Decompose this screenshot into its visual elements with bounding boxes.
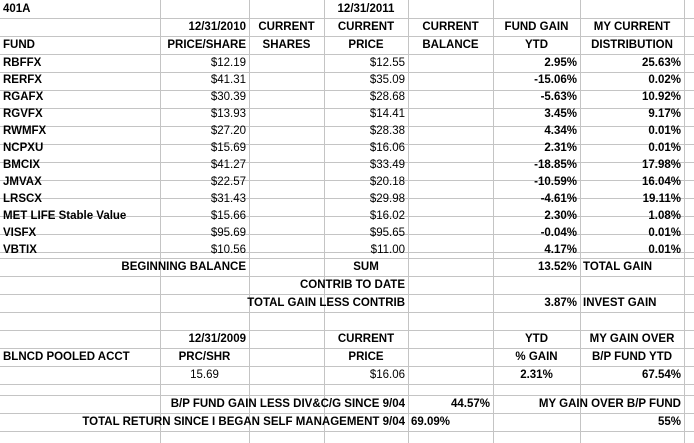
price-2011-cell[interactable]: $95.65: [369, 227, 405, 239]
fund-gain-cell[interactable]: 3.45%: [544, 108, 577, 120]
price-2010-cell[interactable]: $15.69: [210, 142, 246, 154]
fund-gain-cell[interactable]: 2.31%: [544, 142, 577, 154]
header-ytd[interactable]: YTD: [525, 39, 548, 51]
fund-name-cell[interactable]: VBTIX: [3, 244, 37, 256]
grid-vline: [684, 0, 685, 443]
grid-vline: [408, 0, 409, 443]
bp-fund-gain-value[interactable]: 44.57%: [450, 398, 490, 410]
price-2011-cell[interactable]: $16.06: [369, 142, 405, 154]
sum-pct[interactable]: 13.52%: [537, 261, 577, 273]
price-2010-cell[interactable]: $31.43: [210, 193, 246, 205]
fund-name-cell[interactable]: RWMFX: [3, 125, 47, 137]
invest-gain-label[interactable]: INVEST GAIN: [583, 297, 657, 309]
price-2010-cell[interactable]: $22.57: [210, 176, 246, 188]
fund-name-cell[interactable]: RERFX: [3, 74, 42, 86]
header-price-share[interactable]: PRICE/SHARE: [167, 39, 246, 51]
price-2011-cell[interactable]: $11.00: [370, 244, 405, 256]
price-2011-cell[interactable]: $29.98: [369, 193, 405, 205]
header-current-balance[interactable]: CURRENT: [422, 21, 479, 33]
fund-name-cell[interactable]: BMCIX: [3, 159, 41, 171]
contrib-to-date-label[interactable]: CONTRIB TO DATE: [300, 279, 405, 291]
total-gain-label[interactable]: TOTAL GAIN: [583, 261, 652, 273]
distribution-cell[interactable]: 16.04%: [641, 176, 681, 188]
grid-vline: [249, 0, 250, 443]
fund-name-cell[interactable]: RBFFX: [3, 57, 42, 69]
grid-hline: [0, 431, 694, 432]
grid-hline: [0, 384, 694, 385]
fund-name-cell[interactable]: LRSCX: [3, 193, 42, 205]
pooled-current-header[interactable]: CURRENT: [337, 333, 395, 345]
price-2011-cell[interactable]: $35.09: [369, 74, 405, 86]
pooled-val-2009[interactable]: 15.69: [190, 369, 219, 381]
distribution-cell[interactable]: 1.08%: [648, 210, 681, 222]
distribution-cell[interactable]: 0.02%: [648, 74, 681, 86]
fund-name-cell[interactable]: RGVFX: [3, 108, 43, 120]
header-price[interactable]: PRICE: [348, 39, 384, 51]
distribution-cell[interactable]: 0.01%: [648, 142, 681, 154]
total-return-value[interactable]: 69.09%: [411, 416, 451, 428]
pooled-bp-fund-ytd-header[interactable]: B/P FUND YTD: [591, 351, 673, 363]
fund-name-cell[interactable]: NCPXU: [3, 142, 44, 154]
pooled-val-current[interactable]: $16.06: [369, 369, 405, 381]
fund-gain-cell[interactable]: 2.95%: [544, 57, 577, 69]
distribution-cell[interactable]: 9.17%: [648, 108, 681, 120]
fund-gain-cell[interactable]: -15.06%: [534, 74, 577, 86]
my-gain-over-bp-label[interactable]: MY GAIN OVER B/P FUND: [538, 398, 681, 410]
pooled-my-gain-over-header[interactable]: MY GAIN OVER: [589, 333, 675, 345]
fund-gain-cell[interactable]: 2.30%: [544, 210, 577, 222]
header-balance[interactable]: BALANCE: [422, 39, 479, 51]
pooled-val-ytd[interactable]: 2.31%: [520, 369, 553, 381]
price-2011-cell[interactable]: $28.68: [369, 91, 405, 103]
price-2011-cell[interactable]: $16.02: [369, 210, 405, 222]
price-2010-cell[interactable]: $41.27: [210, 159, 246, 171]
price-2011-cell[interactable]: $33.49: [369, 159, 405, 171]
pooled-price-header[interactable]: PRICE: [348, 351, 384, 363]
bp-fund-gain-label[interactable]: B/P FUND GAIN LESS DIV&C/G SINCE 9/04: [170, 398, 405, 410]
price-2010-cell[interactable]: $10.56: [210, 244, 246, 256]
header-distribution[interactable]: DISTRIBUTION: [591, 39, 673, 51]
distribution-cell[interactable]: 25.63%: [641, 57, 681, 69]
fund-gain-cell[interactable]: 4.34%: [544, 125, 577, 137]
fund-gain-cell[interactable]: -4.61%: [540, 193, 577, 205]
fund-gain-cell[interactable]: -10.59%: [534, 176, 577, 188]
price-2011-cell[interactable]: $20.18: [369, 176, 405, 188]
total-gain-less-contrib-label[interactable]: TOTAL GAIN LESS CONTRIB: [247, 297, 405, 309]
pooled-prc-shr-header[interactable]: PRC/SHR: [178, 351, 231, 363]
distribution-cell[interactable]: 19.11%: [642, 193, 681, 205]
fund-name-cell[interactable]: JMVAX: [3, 176, 42, 188]
header-current-price[interactable]: CURRENT: [337, 21, 395, 33]
price-2011-cell[interactable]: $12.55: [369, 57, 405, 69]
fund-name-cell[interactable]: VISFX: [3, 227, 37, 239]
fund-gain-cell[interactable]: 4.17%: [544, 244, 577, 256]
distribution-cell[interactable]: 0.01%: [648, 244, 681, 256]
pooled-ytd-header[interactable]: YTD: [525, 333, 548, 345]
header-my-current[interactable]: MY CURRENT: [593, 21, 671, 33]
pooled-val-over[interactable]: 67.54%: [641, 369, 681, 381]
price-2010-cell[interactable]: $12.19: [210, 57, 246, 69]
sheet-title[interactable]: 401A: [3, 3, 31, 15]
beginning-balance-label[interactable]: BEGINNING BALANCE: [121, 261, 246, 273]
distribution-cell[interactable]: 17.98%: [641, 159, 681, 171]
grid-hline: [0, 312, 694, 313]
price-2011-cell[interactable]: $28.38: [369, 125, 405, 137]
fund-name-cell[interactable]: MET LIFE Stable Value: [3, 210, 127, 222]
header-fund-gain[interactable]: FUND GAIN: [504, 21, 569, 33]
price-2011-cell[interactable]: $14.41: [369, 108, 405, 120]
price-2010-cell[interactable]: $13.93: [210, 108, 246, 120]
my-gain-over-bp-value[interactable]: 55%: [657, 416, 681, 428]
fund-gain-cell[interactable]: -18.85%: [534, 159, 577, 171]
header-current-shares[interactable]: CURRENT: [258, 21, 315, 33]
price-2010-cell[interactable]: $15.66: [210, 210, 246, 222]
total-return-label[interactable]: TOTAL RETURN SINCE I BEGAN SELF MANAGEMENT 9/04: [82, 416, 405, 428]
distribution-cell[interactable]: 0.01%: [648, 227, 681, 239]
fund-name-cell[interactable]: RGAFX: [3, 91, 44, 103]
price-2010-cell[interactable]: $95.69: [210, 227, 246, 239]
price-2010-cell[interactable]: $27.20: [210, 125, 246, 137]
pooled-date-2009[interactable]: 12/31/2009: [188, 333, 246, 345]
price-2010-cell[interactable]: $30.39: [210, 91, 246, 103]
header-fund[interactable]: FUND: [3, 39, 35, 51]
invest-pct[interactable]: 3.87%: [544, 297, 577, 309]
header-date-2011[interactable]: 12/31/2011: [337, 3, 395, 15]
header-shares[interactable]: SHARES: [262, 39, 311, 51]
header-date-2010[interactable]: 12/31/2010: [188, 21, 246, 33]
pooled-pct-gain-header[interactable]: % GAIN: [515, 351, 558, 363]
sum-label[interactable]: SUM: [353, 261, 379, 273]
fund-gain-cell[interactable]: -0.04%: [540, 227, 577, 239]
distribution-cell[interactable]: 10.92%: [641, 91, 681, 103]
distribution-cell[interactable]: 0.01%: [648, 125, 681, 137]
price-2010-cell[interactable]: $41.31: [210, 74, 246, 86]
fund-gain-cell[interactable]: -5.63%: [540, 91, 577, 103]
pooled-label[interactable]: BLNCD POOLED ACCT: [3, 351, 130, 363]
